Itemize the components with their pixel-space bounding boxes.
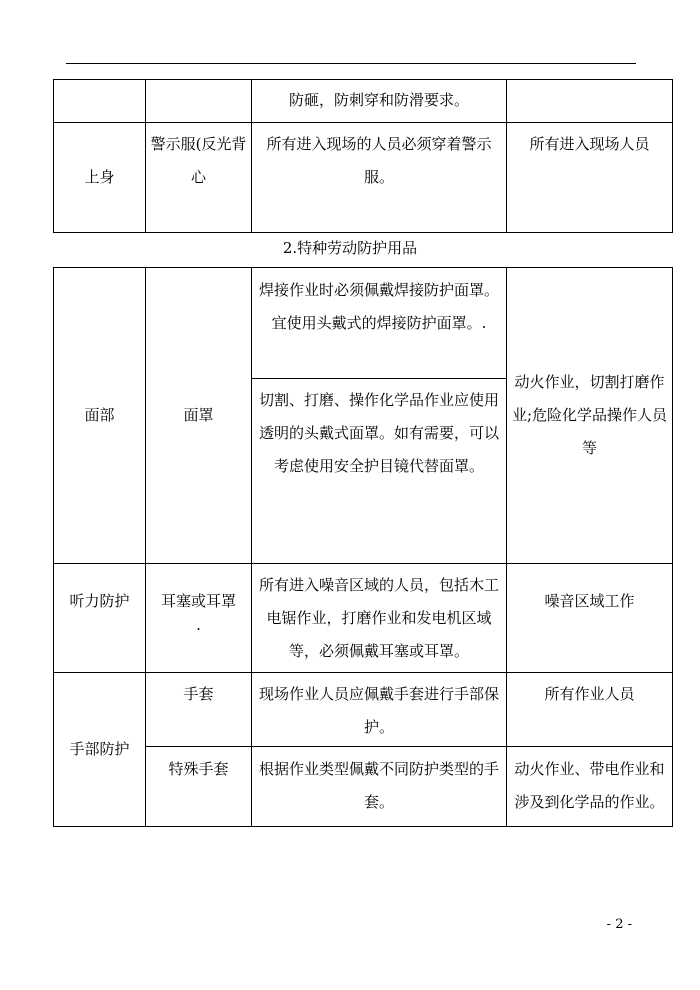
table-row xyxy=(54,564,673,673)
table-cell-scope: 噪音区域工作 xyxy=(507,564,673,673)
table-cell-requirement: 根据作业类型佩戴不同防护类型的手套。 xyxy=(252,747,507,827)
table-row xyxy=(54,123,673,233)
table-cell-scope: 所有进入现场人员 xyxy=(507,123,673,233)
page-number: - 2 - xyxy=(606,917,632,932)
table-cell-requirement: 防砸，防刺穿和防滑要求。 xyxy=(252,80,507,123)
header-rule xyxy=(66,63,636,64)
equipment-label: 耳塞或耳罩 xyxy=(160,592,236,610)
table-cell-equipment: 手套 xyxy=(146,673,252,747)
table-cell-requirement: 切割、打磨、操作化学品作业应使用透明的头戴式面罩。如有需要，可以考虑使用安全护目镜代替面罩。 xyxy=(252,379,507,564)
ppe-table-special xyxy=(53,267,673,827)
table-cell-part: 听力防护 xyxy=(54,564,146,673)
table-row xyxy=(54,747,673,827)
equipment-mark: . xyxy=(196,616,201,634)
table-row xyxy=(54,268,673,379)
table-cell-scope: 动火作业，切割打磨作业;危险化学品操作人员等 xyxy=(507,268,673,564)
table-cell-requirement: 现场作业人员应佩戴手套进行手部保护。 xyxy=(252,673,507,747)
table-cell-requirement: 所有进入现场的人员必须穿着警示服。 xyxy=(252,123,507,233)
table-cell-part: 上身 xyxy=(54,123,146,233)
table-cell-equipment: 特殊手套 xyxy=(146,747,252,827)
table-row xyxy=(54,673,673,747)
table-cell-requirement: 所有进入噪音区域的人员，包括木工电锯作业，打磨作业和发电机区域等，必须佩戴耳塞或耳罩。 xyxy=(252,564,507,673)
table-cell-equipment: 警示服(反光背心 xyxy=(146,123,252,233)
table-cell-part: 手部防护 xyxy=(54,673,146,827)
table-cell-scope: 动火作业、带电作业和涉及到化学品的作业。 xyxy=(507,747,673,827)
table-row xyxy=(54,80,673,123)
table-cell-scope xyxy=(507,80,673,123)
table-cell-part: 面部 xyxy=(54,268,146,564)
table-cell-equipment xyxy=(146,80,252,123)
table-cell-equipment: 面罩 xyxy=(146,268,252,564)
ppe-table-general xyxy=(53,79,673,233)
table-cell-part xyxy=(54,80,146,123)
table-cell-requirement: 焊接作业时必须佩戴焊接防护面罩。宜使用头戴式的焊接防护面罩。. xyxy=(252,268,507,379)
table-cell-equipment xyxy=(146,564,252,673)
table-cell-scope: 所有作业人员 xyxy=(507,673,673,747)
section-title: 2.特种劳动防护用品 xyxy=(282,239,418,257)
